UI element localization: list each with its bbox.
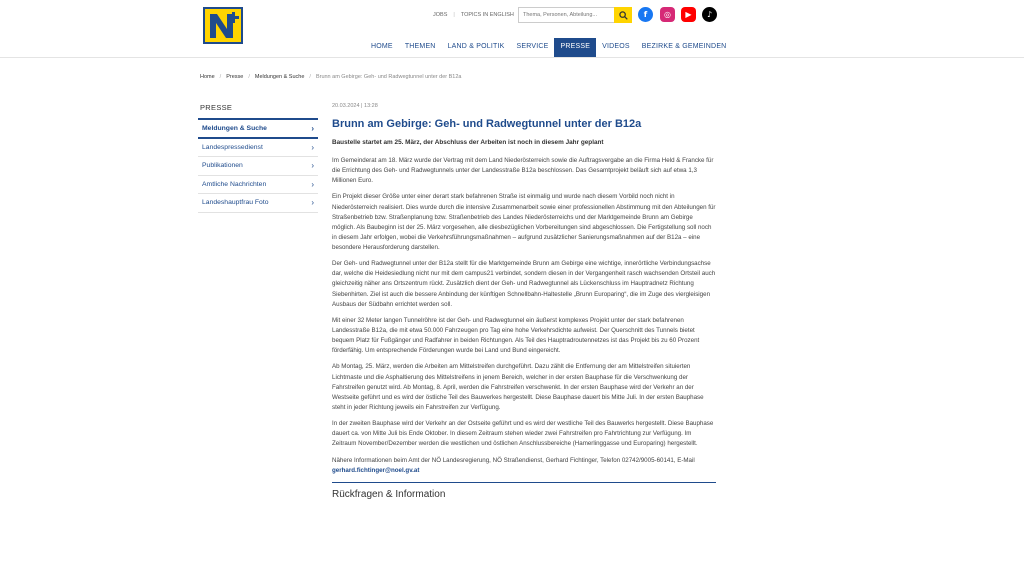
search-box — [518, 7, 632, 23]
sidebar-title: PRESSE — [200, 103, 233, 112]
breadcrumb-home[interactable]: Home — [200, 74, 215, 80]
instagram-icon[interactable] — [660, 7, 675, 22]
nav-service[interactable]: SERVICE — [516, 43, 549, 50]
contact-paragraph — [332, 456, 716, 476]
chevron-right-icon: › — [311, 198, 314, 208]
article-paragraph: Der Geh- und Radwegtunnel unter der B12a stellt für die Marktgemeinde Brunn am Gebirge eine wichtige, innerörtliche Verbindungsachse dar, welche die Heidesiedlung nicht nur mit dem campus21 verbindet, sondern diesen in der Vergangenheit rasch wachsenden Ortsteil auch gleichzeitig näher ans Ortszentrum rückt. Zusätzlich dient der Geh- und Radwegtunnel als Lückenschluss im Hauptradnetz Richtung Siebenhirten. Ziel ist auch die bessere Anbindung der künftigen Schnellbahn-Haltestelle „Brunn Europaring“, die im Zuge des viergleisigen Ausbaus der Südbahn errichtet werden soll. — [332, 260, 716, 308]
article-paragraph: Ein Projekt dieser Größe unter einer derart stark befahrenen Straße ist einmalig und wurde nach diesem Vorbild noch nicht in Niederösterreich realisiert. Dies wurde durch die intensive Zusammenarbeit sowie einer professionellen Abstimmung mit den Abteilungen für Straßenbetrieb bzw. Straßenplanung bzw. Straßenbetrieb des Landes Niederösterreichs und der Marktgemeinde Brunn am Gebirge möglich. Als Baubeginn ist der 25. März vorgesehen, alle diesbezüglichen Vorbereitungen sind abgeschlossen. Die Fertigstellung soll noch in diesem Jahr erfolgen, wobei die Verkehrsführungsmaßnahmen – aufgrund zusätzlicher Sanierungsmaßnahmen auf der B12a – eine besondere Herausforderung darstellen. — [332, 193, 716, 251]
top-link-english[interactable]: TOPICS IN ENGLISH — [460, 12, 514, 18]
nav-themen[interactable]: THEMEN — [404, 43, 436, 50]
sidebar-item-label: Amtliche Nachrichten — [202, 180, 267, 188]
instagram-glyph: ◎ — [664, 10, 671, 19]
sidebar-item-label: Landespressedienst — [202, 143, 263, 151]
section-title: Rückfragen & Information — [332, 488, 446, 500]
breadcrumb-meldungen[interactable]: Meldungen & Suche — [254, 74, 305, 80]
chevron-right-icon: › — [311, 123, 314, 133]
article-paragraph: Ab Montag, 25. März, werden die Arbeiten am Mittelstreifen durchgeführt. Dazu zählt die Entfernung der am Mittelstreifen situierten Lichtmaste und die Asphaltierung des Mittelstreifens in jenem Bereich, welcher in der ersten Bauphase für die Verschwenkung der Fahrstreifen genutzt wird. Ab Montag, 8. April, werden die Fahrstreifen verschwenkt. In der ersten Bauphase wird der Verkehr an der Westseite geführt und es wird der östliche Teil des Bauwerkes hergestellt. Diese Bauphase dauert bis Mitte Juli. In der ersten Bauphase steht in jeder Richtung jeweils ein Fahrstreifen zur Verfügung. — [332, 363, 704, 411]
facebook-glyph: f — [643, 10, 648, 19]
article-title: Brunn am Gebirge: Geh- und Radwegtunnel unter der B12a — [332, 118, 642, 130]
sidebar-item-landeshauptfrau-foto[interactable] — [198, 194, 318, 213]
breadcrumb-sep: / — [219, 74, 222, 80]
sidebar-item-meldungen[interactable] — [198, 120, 318, 139]
nav-bezirke-gemeinden[interactable]: BEZIRKE & GEMEINDEN — [641, 43, 727, 50]
sidebar-item-publikationen[interactable] — [198, 157, 318, 176]
contact-text: Nähere Informationen beim Amt der NÖ Landesregierung, NÖ Straßendienst, Gerhard Fichtinger, Telefon 02742/9005-60141, E-Mail — [332, 456, 695, 464]
chevron-right-icon: › — [311, 142, 314, 152]
header-divider — [0, 57, 1024, 58]
section-divider — [332, 482, 716, 483]
main-nav — [365, 38, 732, 57]
nav-presse[interactable]: PRESSE — [554, 38, 596, 57]
sidebar-item-label: Publikationen — [202, 162, 243, 170]
article-lead: Baustelle startet am 25. März, der Abschluss der Arbeiten ist noch in diesem Jahr geplant — [332, 139, 604, 146]
breadcrumb-current: Brunn am Gebirge: Geh- und Radwegtunnel unter der B12a — [315, 74, 462, 80]
breadcrumb — [200, 74, 461, 80]
sidebar-item-landespressedienst[interactable] — [198, 139, 318, 158]
article-paragraph: In der zweiten Bauphase wird der Verkehr an der Ostseite geführt und es wird der westliche Teil des Bauwerks hergestellt. Diese Bauphase dauert ca. von Mitte Juli bis Ende Oktober. In diesem Zeitraum stehen wieder zwei Fahrstreifen pro Fahrtrichtung zur Verfügung. Im Zeitraum November/Dezember werden die westlichen und östlichen Anschlussbereiche (Hamerlinggasse und Europaring) hergestellt. — [332, 420, 714, 448]
search-input[interactable] — [518, 7, 614, 23]
sidebar — [198, 118, 318, 213]
breadcrumb-presse[interactable]: Presse — [226, 74, 244, 80]
chevron-right-icon: › — [311, 161, 314, 171]
youtube-glyph: ▶ — [685, 10, 692, 19]
article-paragraph: Mit einer 32 Meter langen Tunnelröhre ist der Geh- und Radwegtunnel ein äußerst komplexes Projekt unter der stark befahrenen Landesstraße B12a, die mit etwa 50.000 Fahrzeugen pro Tag eine hohe Verkehrsdichte aufweist. Der Querschnitt des Tunnels bietet bequem Platz für Fußgänger und Radfahrer in beiden Richtungen. Als Teil des Hauptradroutennetzes ist das Projekt bis zu 60 Prozent förderfähig. Um entsprechende Förderungen wurde bei Land und Bund eingereicht. — [332, 316, 700, 355]
search-button[interactable] — [614, 7, 632, 23]
top-link-jobs[interactable]: JOBS — [433, 12, 448, 18]
search-icon — [619, 11, 628, 20]
top-links — [433, 12, 514, 18]
chevron-right-icon: › — [311, 179, 314, 189]
breadcrumb-sep: / — [309, 74, 311, 80]
article-date: 20.03.2024 | 13:28 — [332, 103, 378, 109]
sidebar-item-label: Landeshauptfrau Foto — [202, 199, 269, 207]
logo-mark-icon — [205, 9, 241, 42]
tiktok-icon[interactable] — [702, 7, 717, 22]
divider: | — [453, 12, 455, 18]
nav-home[interactable]: HOME — [371, 43, 393, 50]
youtube-icon[interactable] — [681, 7, 696, 22]
article — [332, 103, 716, 500]
tiktok-glyph: ♪ — [706, 10, 713, 19]
nav-videos[interactable]: VIDEOS — [602, 43, 630, 50]
nav-land-politik[interactable]: LAND & POLITIK — [447, 43, 505, 50]
breadcrumb-sep: / — [248, 74, 250, 80]
logo[interactable] — [203, 7, 243, 44]
facebook-icon[interactable] — [638, 7, 653, 22]
sidebar-item-amtliche-nachrichten[interactable] — [198, 176, 318, 195]
sidebar-item-label: Meldungen & Suche — [202, 124, 267, 132]
contact-email-link[interactable]: gerhard.fichtinger@noel.gv.at — [332, 466, 420, 474]
article-paragraph: Im Gemeinderat am 18. März wurde der Vertrag mit dem Land Niederösterreich sowie die Auftragsvergabe an die Firma Held & Francke für die Errichtung des Geh- und Radwegtunnels unter der Landesstraße B12a beschlossen. Das Gesamtprojekt beläuft sich auf etwa 1,3 Millionen Euro. — [332, 157, 714, 185]
